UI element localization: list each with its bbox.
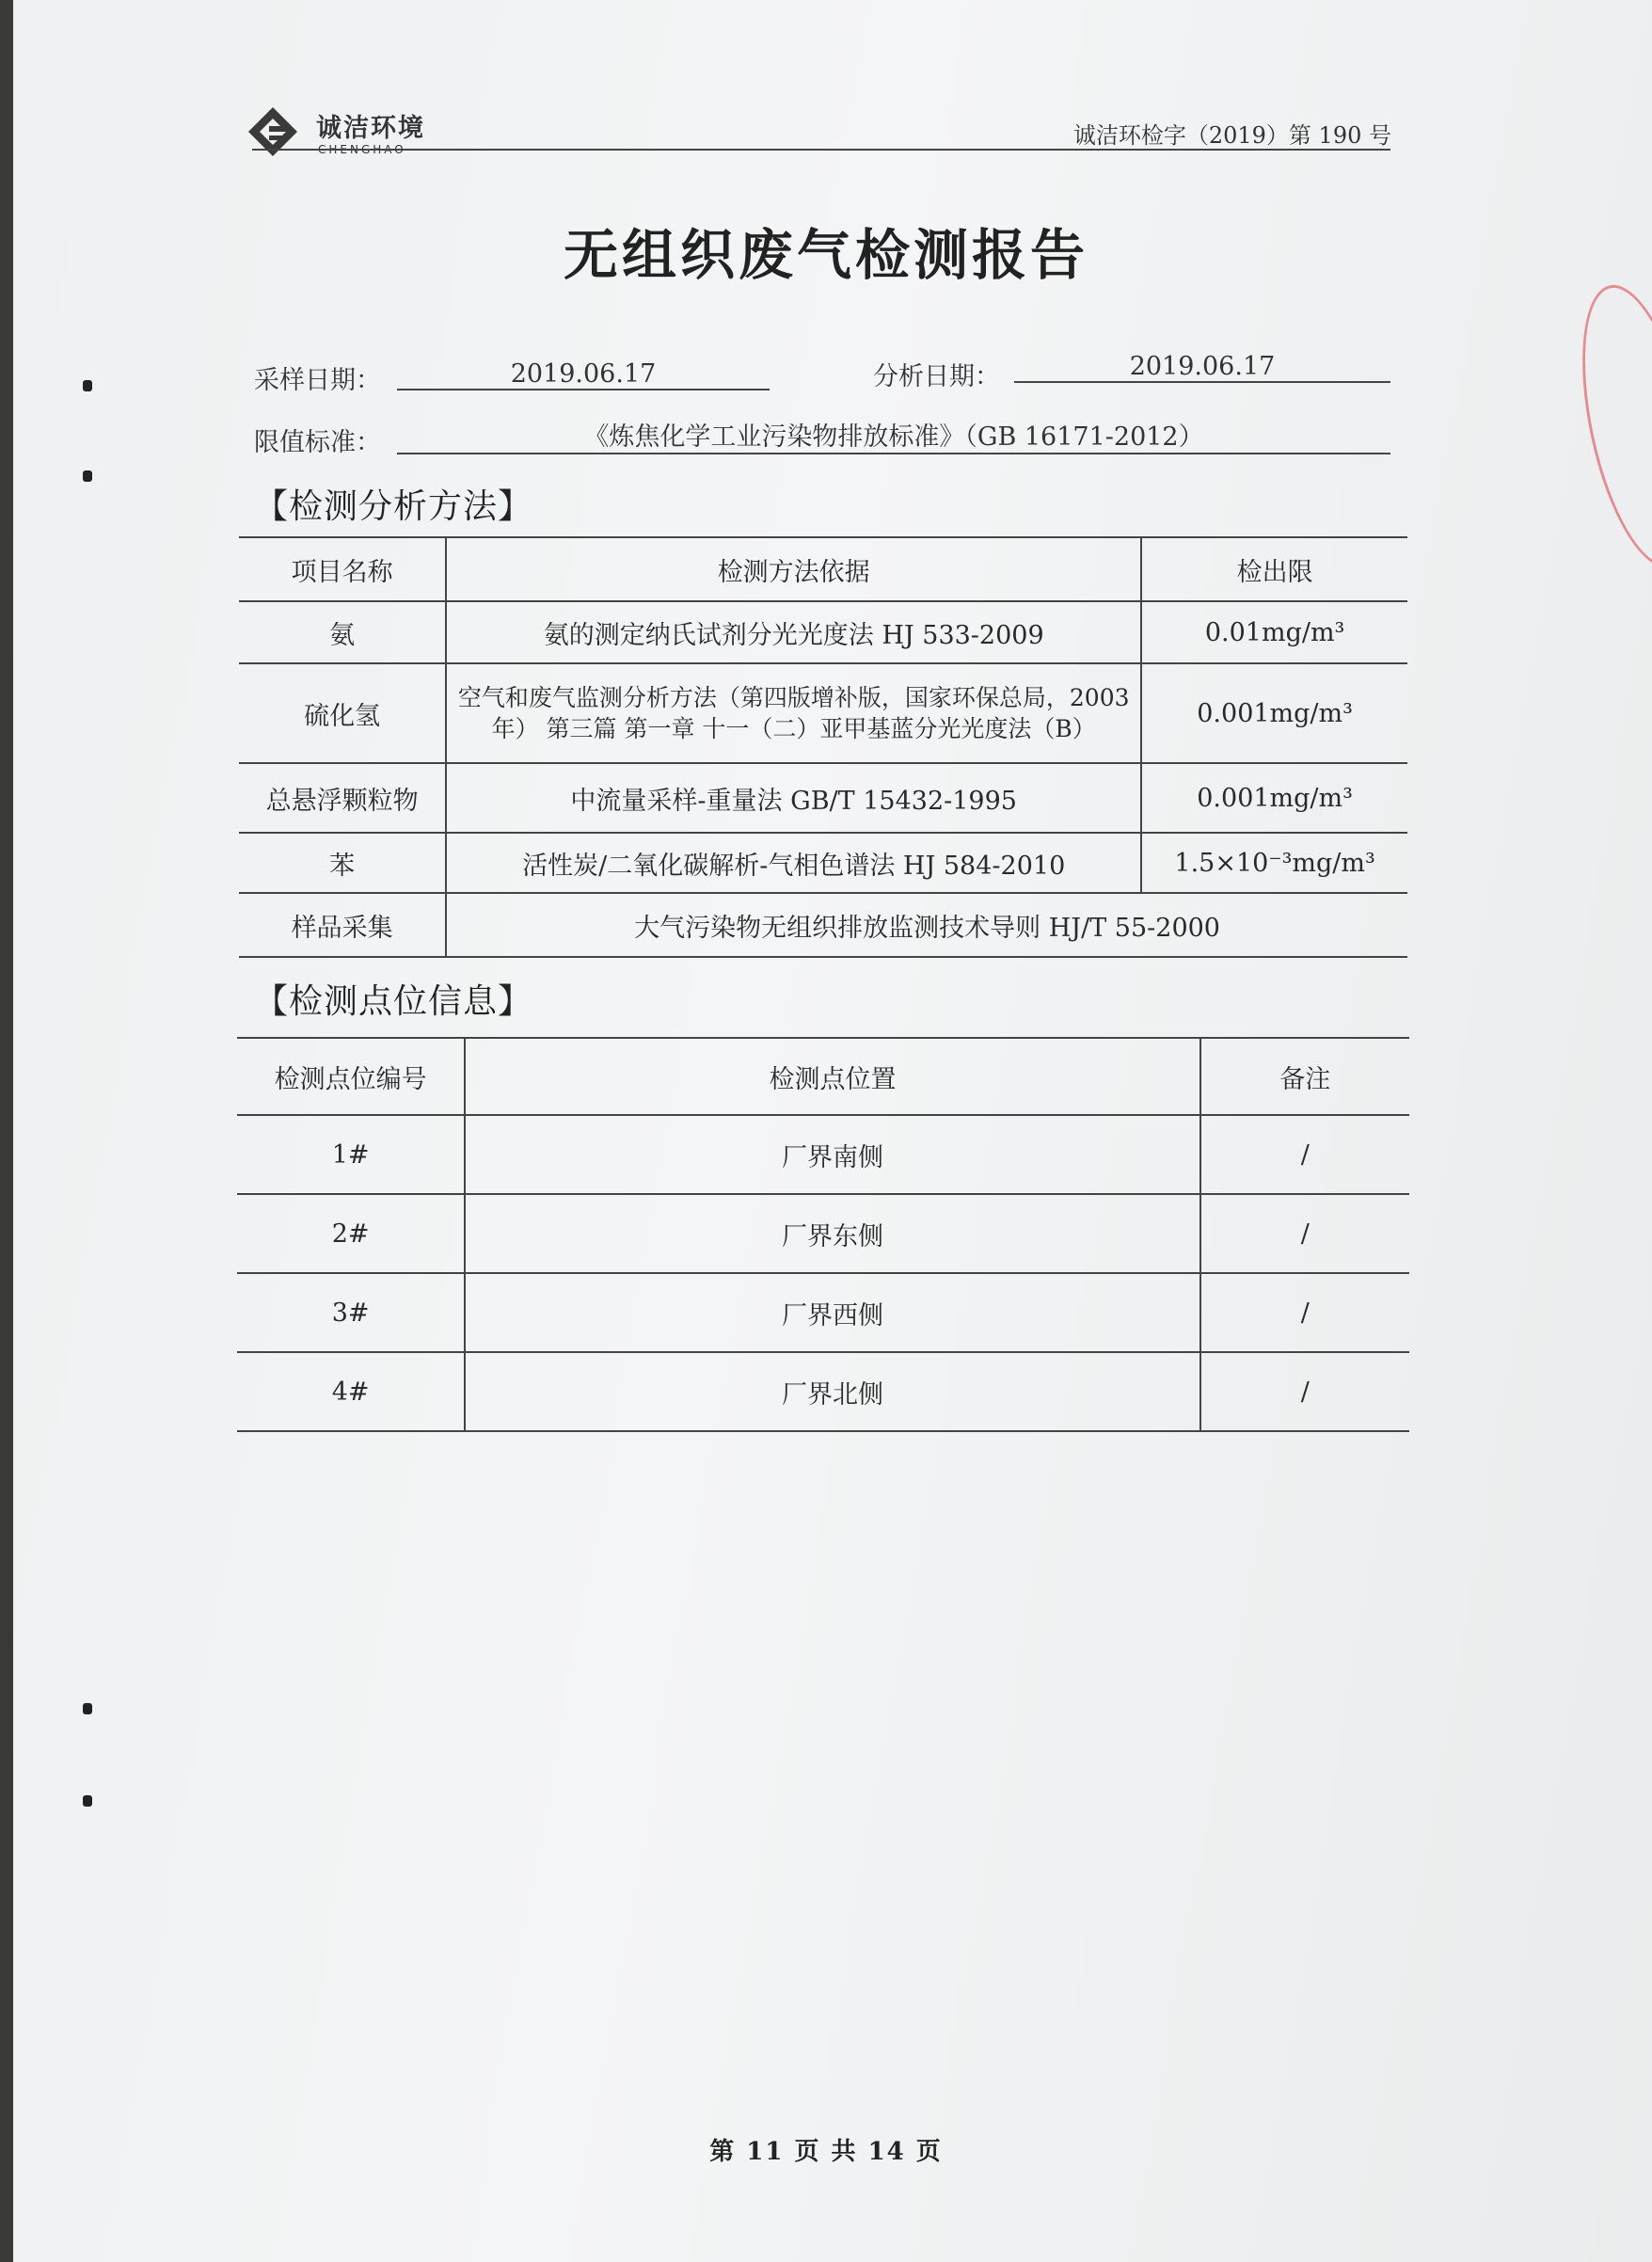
methods-header-row (239, 537, 1407, 601)
point-note: / (1200, 1273, 1409, 1352)
header-point-id: 检测点位编号 (237, 1038, 465, 1115)
method-basis: 空气和废气监测分析方法（第四版增补版，国家环保总局，2003 年） 第三篇 第一章 十一（二）亚甲基蓝分光光度法（B） (446, 663, 1141, 763)
methods-heading: 【检测分析方法】 (254, 487, 533, 526)
header-point-location: 检测点位置 (465, 1038, 1199, 1115)
method-basis: 活性炭/二氧化碳解析-气相色谱法 HJ 584-2010 (446, 833, 1141, 893)
point-location: 厂界北侧 (465, 1352, 1199, 1431)
point-id: 1# (237, 1115, 465, 1194)
table-row (239, 763, 1407, 833)
header-divider (252, 149, 1390, 151)
table-row (239, 601, 1407, 663)
header-note: 备注 (1200, 1038, 1409, 1115)
detection-limit: 1.5×10⁻³mg/m³ (1141, 833, 1407, 893)
point-note: / (1200, 1194, 1409, 1273)
sampling-date-label: 采样日期： (254, 366, 381, 395)
logo-english-name: CHENGHAO (318, 143, 406, 156)
method-basis: 中流量采样-重量法 GB/T 15432-1995 (446, 763, 1141, 833)
sampling-date-value: 2019.06.17 (397, 359, 770, 390)
point-note: / (1200, 1352, 1409, 1431)
point-location: 厂界南侧 (465, 1115, 1199, 1194)
item-name: 氨 (239, 601, 446, 663)
standard-value: 《炼焦化学工业污染物排放标准》（GB 16171-2012） (397, 416, 1390, 454)
table-row (239, 893, 1407, 957)
punch-hole (83, 470, 92, 482)
item-name: 样品采集 (239, 893, 446, 957)
analysis-date-value: 2019.06.17 (1014, 352, 1390, 383)
table-row (237, 1194, 1409, 1273)
points-table (237, 1037, 1409, 1432)
table-row (237, 1115, 1409, 1194)
detection-limit: 0.001mg/m³ (1141, 763, 1407, 833)
table-row (237, 1352, 1409, 1431)
punch-hole (83, 380, 92, 391)
standard-label: 限值标准： (254, 428, 381, 457)
point-id: 3# (237, 1273, 465, 1352)
punch-hole (83, 1703, 92, 1714)
point-id: 4# (237, 1352, 465, 1431)
points-header-row (237, 1038, 1409, 1115)
methods-table (239, 536, 1407, 958)
report-number: 诚洁环检字（2019）第 190 号 (1072, 122, 1391, 149)
punch-hole (83, 1795, 92, 1807)
item-name: 苯 (239, 833, 446, 893)
points-heading: 【检测点位信息】 (254, 982, 533, 1021)
header-method: 检测方法依据 (446, 537, 1141, 601)
item-name: 硫化氢 (239, 663, 446, 763)
header-limit: 检出限 (1141, 537, 1407, 601)
table-row (239, 663, 1407, 763)
method-basis: 氨的测定纳氏试剂分光光度法 HJ 533-2009 (446, 601, 1141, 663)
point-location: 厂界东侧 (465, 1194, 1199, 1273)
item-name: 总悬浮颗粒物 (239, 763, 446, 833)
table-row (237, 1273, 1409, 1352)
page-footer: 第 11 页 共 14 页 (709, 2138, 943, 2166)
detection-limit: 0.001mg/m³ (1141, 663, 1407, 763)
page-title: 无组织废气检测报告 (563, 223, 1088, 287)
point-location: 厂界西侧 (465, 1273, 1199, 1352)
header-item: 项目名称 (239, 537, 446, 601)
point-id: 2# (237, 1194, 465, 1273)
logo-chinese-name: 诚洁环境 (316, 114, 425, 143)
table-row (239, 833, 1407, 893)
point-note: / (1200, 1115, 1409, 1194)
analysis-date-label: 分析日期： (873, 362, 1000, 391)
detection-limit: 0.01mg/m³ (1141, 601, 1407, 663)
method-basis: 大气污染物无组织排放监测技术导则 HJ/T 55-2000 (446, 893, 1407, 957)
